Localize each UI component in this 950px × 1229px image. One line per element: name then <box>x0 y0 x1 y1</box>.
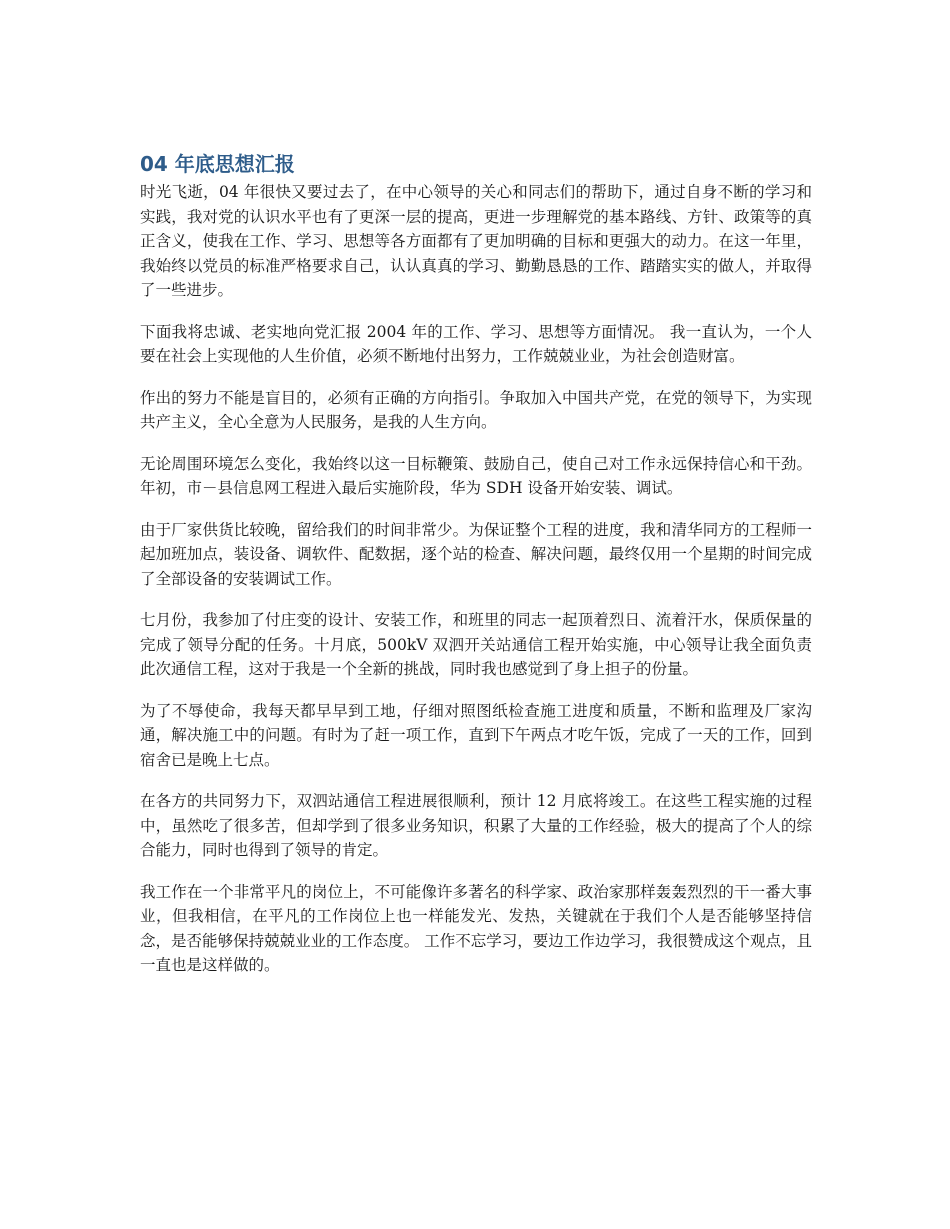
paragraph-1: 时光飞逝，04 年很快又要过去了，在中心领导的关心和同志们的帮助下，通过自身不断的学习和实践，我对党的认识水平也有了更深一层的提高，更进一步理解党的基本路线、方针、政策等的真正含义，使我在工作、学习、思想等各方面都有了更加明确的目标和更强大的动力。在这一年里，我始终以党员的标准严格要求自己，认认真真的学习、勤勤恳恳的工作、踏踏实实的做人，并取得了一些进步。 <box>140 183 812 299</box>
paragraph-6: 七月份，我参加了付庄变的设计、安装工作，和班里的同志一起顶着烈日、流着汗水，保质保量的完成了领导分配的任务。十月底，500kV 双泗开关站通信工程开始实施，中心领导让我全面负责此次通信工程，这对于我是一个全新的挑战，同时我也感觉到了身上担子的份量。 <box>140 611 812 678</box>
paragraph-8: 在各方的共同努力下，双泗站通信工程进展很顺利，预计 12 月底将竣工。在这些工程实施的过程中，虽然吃了很多苦，但却学到了很多业务知识，积累了大量的工作经验，极大的提高了个人的综合能力，同时也得到了领导的肯定。 <box>140 792 812 859</box>
paragraph-2: 下面我将忠诚、老实地向党汇报 2004 年的工作、学习、思想等方面情况。 我一直认为，一个人要在社会上实现他的人生价值，必须不断地付出努力，工作兢兢业业，为社会创造财富。 <box>140 322 812 365</box>
document-body <box>140 150 812 995</box>
paragraph-9: 我工作在一个非常平凡的岗位上，不可能像许多著名的科学家、政治家那样轰轰烈烈的干一番大事业，但我相信，在平凡的工作岗位上也一样能发光、发热，关键就在于我们个人是否能够坚持信念，是否能够保持兢兢业业的工作态度。 工作不忘学习，要边工作边学习，我很赞成这个观点，且一直也是这样做的。 <box>140 882 812 974</box>
paragraph-4: 无论周围环境怎么变化，我始终以这一目标鞭策、鼓励自己，使自己对工作永远保持信心和干劲。年初，市－县信息网工程进入最后实施阶段，华为 SDH 设备开始安装、调试。 <box>140 454 812 497</box>
document-title: 04 年底思想汇报 <box>140 152 295 176</box>
paragraph-7: 为了不辱使命，我每天都早早到工地，仔细对照图纸检查施工进度和质量，不断和监理及厂家沟通，解决施工中的问题。有时为了赶一项工作，直到下午两点才吃午饭，完成了一天的工作，回到宿舍已是晚上七点。 <box>140 701 812 769</box>
paragraph-3: 作出的努力不能是盲目的，必须有正确的方向指引。争取加入中国共产党，在党的领导下，为实现共产主义，全心全意为人民服务，是我的人生方向。 <box>140 388 812 431</box>
paragraph-5: 由于厂家供货比较晚，留给我们的时间非常少。为保证整个工程的进度，我和清华同方的工程师一起加班加点，装设备、调软件、配数据，逐个站的检查、解决问题，最终仅用一个星期的时间完成了全部设备的安装调试工作。 <box>140 520 812 588</box>
